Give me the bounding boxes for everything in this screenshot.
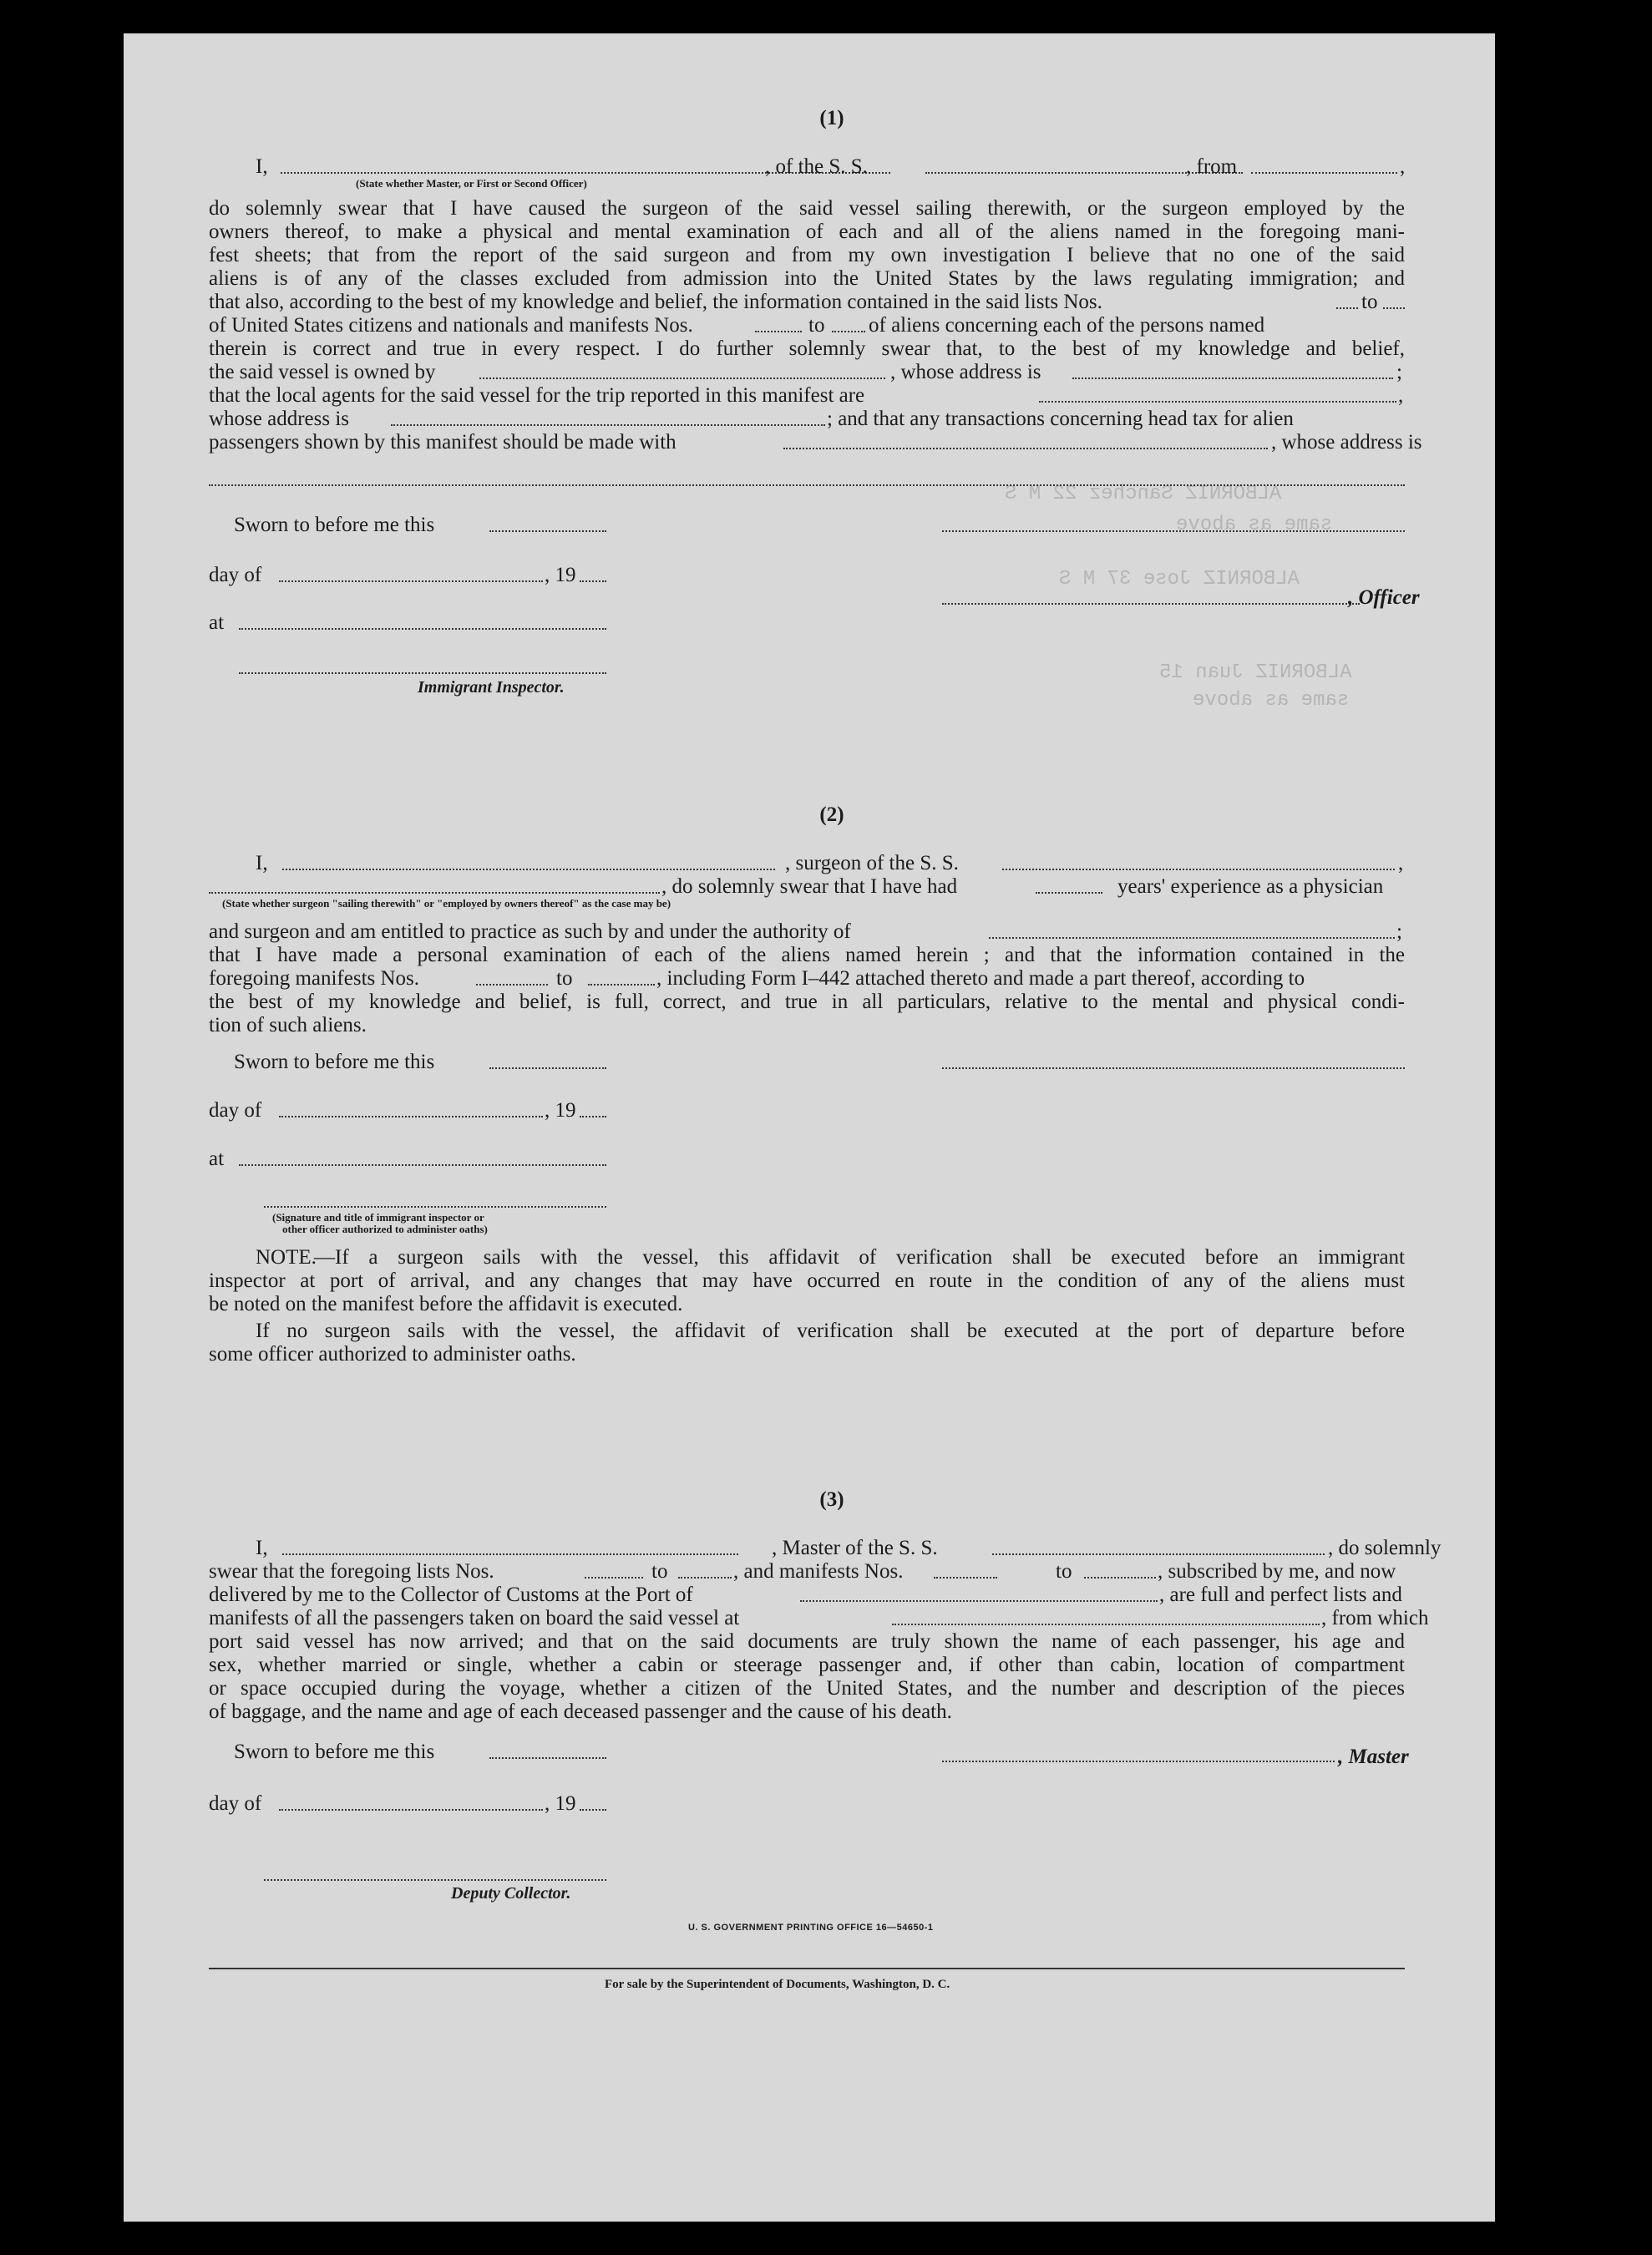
s1-owner-field[interactable]	[479, 378, 885, 379]
s2-l6: the best of my knowledge and belief, is full, correct, and true in all particulars, relative to the mental and physical condi-	[209, 991, 1405, 1013]
punch-hole	[1517, 735, 1562, 780]
s3-sworn-field[interactable]	[489, 1757, 606, 1759]
s2-surgeon-name-field[interactable]	[282, 869, 775, 870]
s1-signature-field[interactable]	[942, 530, 1405, 532]
s2-years-field[interactable]	[1036, 892, 1102, 894]
s1-l9a: that the local agents for the said vessel for the trip reported in this manifest are	[209, 384, 865, 407]
s2-surgeon-of-ss: , surgeon of the S. S.	[785, 852, 959, 874]
s1-l6c: of aliens concerning each of the persons named	[869, 314, 1265, 337]
s2-manifests-from-field[interactable]	[476, 984, 548, 986]
s2-at-field[interactable]	[239, 1164, 606, 1166]
s2-l4: that I have made a personal examination of each of the aliens named herein ; and that the information contained in the	[209, 944, 1405, 966]
s2-note2-line: If no surgeon sails with the vessel, the affidavit of verification shall be executed at the port of departure before	[256, 1320, 1405, 1342]
s1-l9b: ,	[1398, 384, 1404, 407]
s1-owner-address-field[interactable]	[1072, 378, 1393, 379]
s3-deputy-signature-field[interactable]	[264, 1879, 606, 1881]
printing-office-imprint: U. S. GOVERNMENT PRINTING OFFICE 16—54650-1	[688, 1923, 934, 1933]
s3-day-field[interactable]	[279, 1809, 543, 1811]
s3-l2d: to	[1056, 1560, 1072, 1583]
s1-para-line: fest sheets; that from the report of the said surgeon and from my own investigation I believe that no one of the said	[209, 244, 1405, 266]
s2-l5a: foregoing manifests Nos.	[209, 967, 420, 990]
s2-signature-field[interactable]	[942, 1067, 1405, 1069]
s1-from-field[interactable]	[1251, 172, 1397, 174]
s1-l10a: whose address is	[209, 408, 350, 430]
s3-para-line: or space occupied during the voyage, whether a citizen of the United States, and the number and description of the pieces	[209, 1677, 1405, 1700]
s1-para-line: owners thereof, to make a physical and mental examination of each and all of the aliens named in the foregoing mani-	[209, 220, 1405, 243]
s2-day-of: day of	[209, 1099, 262, 1122]
punch-hole	[1503, 2014, 1540, 2051]
s2-sig-caption: other officer authorized to administer oaths)	[282, 1223, 488, 1235]
s2-note-line: be noted on the manifest before the affidavit is executed.	[209, 1293, 683, 1315]
s1-manifests-to-field[interactable]	[832, 331, 865, 332]
s3-year: , 19	[545, 1792, 576, 1815]
punch-hole	[1517, 596, 1562, 641]
s2-i: I,	[256, 852, 268, 874]
s3-embark-port-field[interactable]	[892, 1624, 1320, 1625]
s1-inspector-signature-field[interactable]	[239, 672, 606, 674]
s2-at: at	[209, 1148, 225, 1170]
s1-para-line: aliens is of any of the classes excluded from admission into the United States by the laws regulating immigration; and	[209, 267, 1405, 290]
s1-l8a: the said vessel is owned by	[209, 361, 436, 383]
s2-l3b: ;	[1396, 920, 1402, 943]
s1-officer-name-field[interactable]	[942, 603, 1360, 605]
s1-l5a: that also, according to the best of my knowledge and belief, the information contained in the said lists Nos.	[209, 291, 1102, 313]
s2-l3a: and surgeon and am entitled to practice as such by and under the authority of	[209, 920, 851, 943]
s2-note2-line: some officer authorized to administer oaths.	[209, 1343, 576, 1366]
s2-authority-field[interactable]	[989, 937, 1395, 939]
s2-l2a: , do solemnly swear that I have had	[661, 875, 958, 898]
punch-hole	[1517, 1470, 1562, 1515]
punch-hole	[1537, 244, 1573, 281]
s1-comma: ,	[1400, 155, 1406, 178]
s3-year-field[interactable]	[580, 1809, 606, 1811]
s3-master-label: , Master	[1338, 1746, 1409, 1768]
s1-caption: (State whether Master, or First or Second Officer)	[356, 177, 587, 190]
section-3-heading: (3)	[819, 1488, 844, 1511]
s3-l3b: , are full and perfect lists and	[1159, 1584, 1402, 1606]
s2-note-line: inspector at port of arrival, and any changes that may have occurred en route in the condition of any of the aliens must	[209, 1269, 1405, 1292]
s3-manifests-from-field[interactable]	[934, 1577, 997, 1578]
bleed-through-text: same as above	[1193, 689, 1350, 712]
s1-para-line: do solemnly swear that I have caused the surgeon of the said vessel sailing therewith, or the surgeon employed by the	[209, 197, 1405, 220]
s1-l10b: ; and that any transactions concerning head tax for alien	[827, 408, 1294, 430]
s1-year-field[interactable]	[580, 580, 606, 582]
bleed-through-text: ALBORNIZ Juan 15	[1159, 661, 1352, 684]
s3-para-line: port said vessel has now arrived; and that on the said documents are truly shown the name of each passenger, his age and	[209, 1630, 1405, 1653]
s3-i: I,	[256, 1537, 268, 1559]
s1-l11b: , whose address is	[1271, 431, 1422, 454]
s1-l5b: to	[1361, 291, 1378, 313]
s1-lists-to-field[interactable]	[1383, 307, 1405, 309]
footer-rule	[209, 1968, 1405, 1969]
s1-day-of: day of	[209, 564, 262, 586]
s1-at: at	[209, 611, 225, 634]
s1-at-field[interactable]	[239, 628, 606, 630]
s1-officer-label: , Officer	[1348, 586, 1420, 609]
section-2-heading: (2)	[819, 803, 844, 826]
s2-note-line: —If a surgeon sails with the vessel, this affidavit of verification shall be executed before an immigrant	[314, 1246, 1405, 1269]
s1-inspector-label: Immigrant Inspector.	[418, 678, 565, 697]
punch-hole	[1517, 1604, 1562, 1649]
s1-year: , 19	[545, 564, 576, 586]
s2-sig-caption: (Signature and title of immigrant inspector or	[272, 1211, 484, 1224]
s1-l6b: to	[808, 314, 825, 337]
s3-sworn: Sworn to before me this	[234, 1741, 435, 1763]
s3-para-line: of baggage, and the name and age of each deceased passenger and the cause of his death.	[209, 1700, 952, 1723]
s1-i: I,	[256, 155, 268, 178]
punch-hole	[1547, 1104, 1592, 1149]
bleed-through-text: ALBORNIZ Sanchez 22 M S	[1005, 483, 1282, 505]
s2-comma: ,	[1398, 852, 1404, 874]
s3-lists-to-field[interactable]	[678, 1577, 732, 1578]
s3-l2e: , subscribed by me, and now	[1158, 1560, 1396, 1583]
s2-year: , 19	[545, 1099, 576, 1122]
s2-l7: tion of such aliens.	[209, 1014, 367, 1036]
s3-vessel-field[interactable]	[992, 1553, 1325, 1555]
s2-note-label: NOTE.	[256, 1246, 317, 1269]
s1-address-continuation-field[interactable]	[209, 484, 1405, 486]
s3-master-signature-field[interactable]	[942, 1761, 1335, 1762]
s2-manifests-to-field[interactable]	[588, 984, 655, 986]
s3-l1c: , do solemnly	[1328, 1537, 1442, 1559]
s2-sailing-field[interactable]	[209, 892, 660, 894]
s1-lists-from-field[interactable]	[1336, 307, 1358, 309]
s3-port-field[interactable]	[800, 1600, 1158, 1602]
s2-caption: (State whether surgeon "sailing therewith" or "employed by owners thereof" as the case may be)	[222, 897, 671, 910]
s1-l6a: of United States citizens and nationals and manifests Nos.	[209, 314, 693, 337]
s3-day-of: day of	[209, 1792, 262, 1815]
s2-l5b: to	[556, 967, 573, 990]
s1-l8c: ;	[1396, 361, 1402, 383]
s1-of-ss: , of the S. S.	[765, 155, 868, 178]
s1-agents-address-field[interactable]	[391, 424, 825, 426]
form-page	[124, 33, 1495, 2222]
s1-day-field[interactable]	[279, 580, 543, 582]
s1-manifests-from-field[interactable]	[755, 331, 802, 332]
s2-l5c: , including Form I–442 attached thereto and made a part thereof, according to	[656, 967, 1305, 990]
s2-day-field[interactable]	[279, 1116, 543, 1117]
s1-l7: therein is correct and true in every respect. I do further solemnly swear that, to the best of my knowledge and belief,	[209, 337, 1405, 360]
s3-lists-from-field[interactable]	[585, 1577, 643, 1578]
s2-year-field[interactable]	[580, 1116, 606, 1117]
s2-sworn: Sworn to before me this	[234, 1051, 435, 1073]
s3-para-line: sex, whether married or single, whether a cabin or steerage passenger and, if other than cabin, location of compartment	[209, 1654, 1405, 1676]
s3-master-of-ss: , Master of the S. S.	[772, 1537, 938, 1559]
for-sale-note: For sale by the Superintendent of Documents, Washington, D. C.	[605, 1978, 950, 1991]
s3-l3a: delivered by me to the Collector of Customs at the Port of	[209, 1584, 693, 1606]
s2-inspector-signature-field[interactable]	[264, 1206, 606, 1208]
s1-sworn-field[interactable]	[489, 530, 606, 532]
s3-l2c: , and manifests Nos.	[733, 1560, 904, 1583]
s3-l2b: to	[651, 1560, 668, 1583]
s1-from: , from	[1186, 155, 1238, 178]
punch-hole	[1517, 84, 1562, 129]
bleed-through-text: same as above	[1176, 514, 1333, 536]
s1-sworn: Sworn to before me this	[234, 514, 435, 536]
s1-l11a: passengers shown by this manifest should be made with	[209, 431, 677, 454]
punch-hole	[1525, 2121, 1570, 2166]
s3-master-name-field[interactable]	[282, 1553, 738, 1555]
bleed-through-text: ALBORNIZ Jose 37 M S	[1059, 568, 1300, 590]
section-1-heading: (1)	[819, 107, 844, 129]
s1-headtax-field[interactable]	[783, 448, 1268, 449]
s2-sworn-field[interactable]	[489, 1067, 606, 1069]
s3-l2a: swear that the foregoing lists Nos.	[209, 1560, 494, 1583]
s3-manifests-to-field[interactable]	[1084, 1577, 1156, 1578]
s1-l8b: , whose address is	[890, 361, 1041, 383]
s3-deputy-label: Deputy Collector.	[451, 1884, 571, 1903]
s1-agents-field[interactable]	[1039, 401, 1396, 403]
s2-vessel-field[interactable]	[1002, 869, 1395, 870]
s2-l2b: years' experience as a physician	[1117, 875, 1384, 898]
s3-l4a: manifests of all the passengers taken on board the said vessel at	[209, 1607, 740, 1629]
s3-l4b: , from which	[1321, 1607, 1429, 1629]
